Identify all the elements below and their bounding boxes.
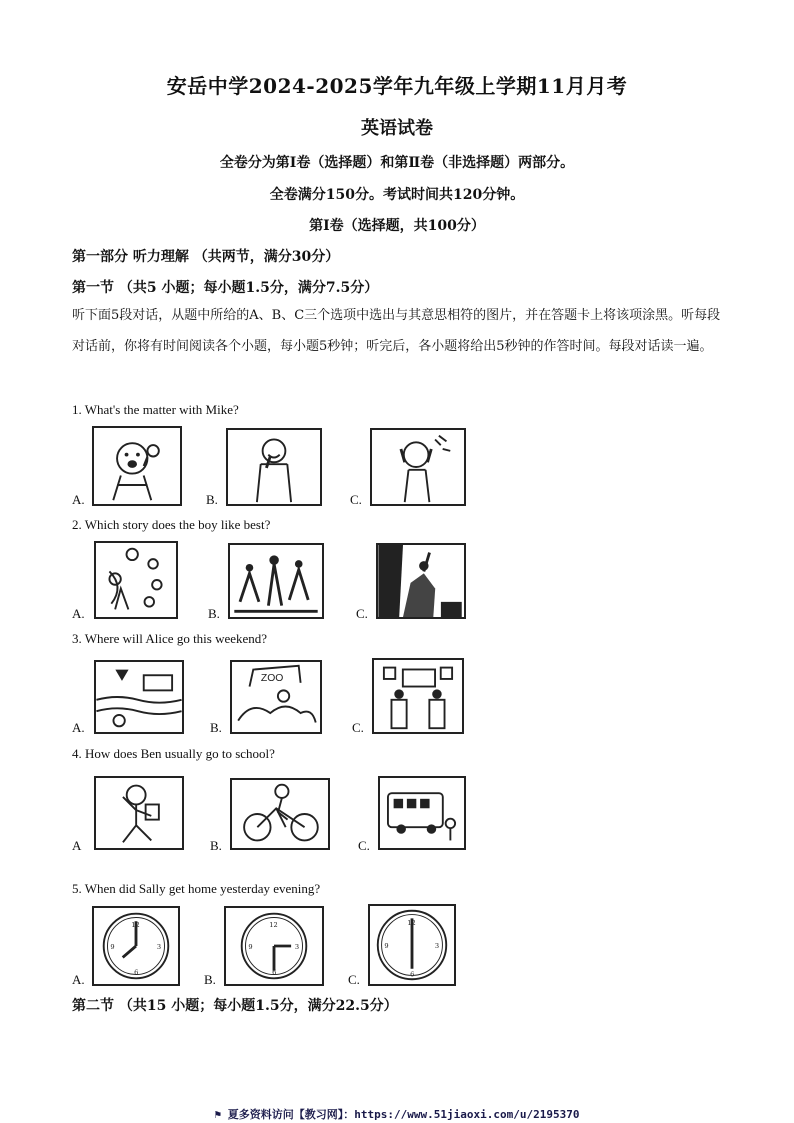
headache-boy-icon — [370, 428, 466, 506]
bus-icon — [378, 776, 466, 850]
question-3: 3. Where will Alice go this weekend? — [72, 631, 268, 646]
svg-text:12: 12 — [269, 921, 278, 929]
option-label: B. — [206, 492, 218, 507]
exam-title: 安岳中学2024-2025学年九年级上学期11月月考 — [166, 74, 628, 98]
cycling-boy-icon — [230, 778, 330, 850]
option-label: A. — [72, 606, 85, 621]
toothache-boy-icon — [226, 428, 322, 506]
clock-seven-icon — [92, 906, 180, 986]
option-label: B. — [204, 972, 216, 987]
option-label: C. — [352, 720, 364, 735]
option-label: A — [72, 838, 82, 853]
boy-eating-icon — [92, 426, 182, 506]
footer-text: 夏多资料访问【教习网】：https://www.51jiaoxi.com/u/2195370 — [227, 1108, 580, 1121]
footer-link[interactable] — [0, 1106, 794, 1122]
archer-shooting-suns-icon — [94, 541, 178, 619]
question-2: 2. Which story does the boy like best? — [72, 517, 271, 532]
svg-text:6: 6 — [272, 968, 277, 977]
zoo-icon — [230, 660, 322, 734]
option-label: C. — [358, 838, 370, 853]
option-label: C. — [350, 492, 362, 507]
volume-heading: 第Ⅰ卷（选择题，共100分） — [309, 218, 485, 234]
svg-text:3: 3 — [294, 942, 300, 951]
option-label: A. — [72, 972, 85, 987]
beach-icon — [94, 660, 184, 734]
section-heading-1: 第一节 （共5 小题；每小题1.5分，满分7.5分） — [72, 280, 379, 296]
svg-text:12: 12 — [407, 919, 416, 928]
option-label: C. — [356, 606, 368, 621]
walking-boy-icon — [94, 776, 184, 850]
flag-icon: ⚑ — [214, 1108, 228, 1121]
section-heading-2: 第二节 （共15 小题；每小题1.5分，满分22.5分） — [72, 998, 398, 1014]
option-label: C. — [348, 972, 360, 987]
svg-text:ZOO: ZOO — [260, 672, 284, 684]
svg-text:9: 9 — [384, 941, 389, 950]
clock-nine-thirty-icon — [224, 906, 324, 986]
option-label: B. — [210, 838, 222, 853]
battle-scene-icon — [228, 543, 324, 619]
instructions: 听下面5段对话，从题中所给的A、B、C三个选项中选出与其意思相符的图片，并在答题卡上将该项涂黑。听每段对话前，你将有时间阅读各个小题，每小题5秒钟；听完后，各小题将给出5秒钟的作答时间。每段对话读一遍。 — [72, 308, 721, 354]
question-5: 5. When did Sally get home yesterday evening? — [72, 881, 321, 896]
man-moving-mountain-icon — [376, 543, 466, 619]
exam-structure-note: 全卷分为第Ⅰ卷（选择题）和第Ⅱ卷（非选择题）两部分。 — [219, 155, 575, 171]
option-label: B. — [210, 720, 222, 735]
option-label: A. — [72, 492, 85, 507]
part-heading: 第一部分 听力理解 （共两节，满分30分） — [72, 249, 340, 265]
svg-text:6: 6 — [134, 968, 139, 977]
svg-text:12: 12 — [131, 921, 140, 929]
question-4: 4. How does Ben usually go to school? — [72, 746, 275, 761]
svg-text:9: 9 — [248, 942, 253, 951]
svg-text:6: 6 — [410, 970, 415, 979]
svg-text:3: 3 — [434, 941, 440, 950]
question-1: 1. What's the matter with Mike? — [72, 402, 239, 417]
exam-score-note: 全卷满分150分。考试时间共120分钟。 — [269, 187, 525, 203]
option-label: B. — [208, 606, 220, 621]
exam-subtitle: 英语试卷 — [361, 118, 433, 139]
svg-text:3: 3 — [156, 942, 162, 951]
svg-text:9: 9 — [110, 942, 115, 951]
option-label: A. — [72, 720, 85, 735]
museum-icon — [372, 658, 464, 734]
clock-six-icon — [368, 904, 456, 986]
